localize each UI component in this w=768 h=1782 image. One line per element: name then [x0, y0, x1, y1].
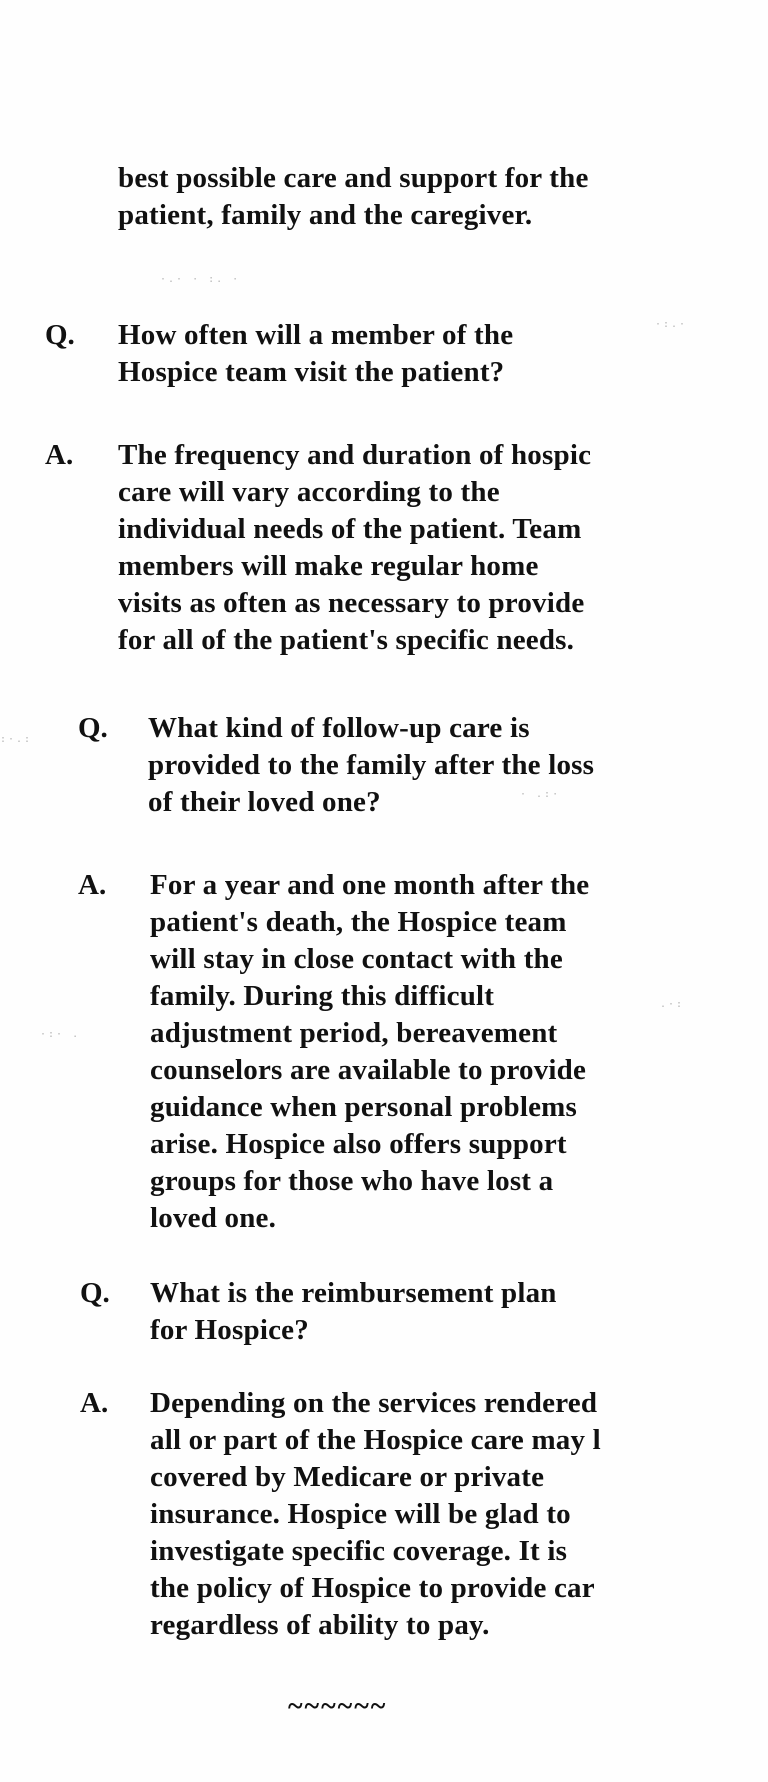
question-marker: Q. [80, 1277, 110, 1309]
answer-line: For a year and one month after the [150, 869, 590, 901]
answer-text [150, 867, 589, 1237]
answer-line: adjustment period, bereavement [150, 1017, 558, 1049]
question-line: of their loved one? [148, 786, 381, 818]
question-text [150, 1275, 557, 1349]
scan-speck: .·: [660, 999, 685, 1010]
answer-line: all or part of the Hospice care may l [150, 1424, 601, 1456]
answer-marker: A. [78, 869, 107, 901]
answer-line: insurance. Hospice will be glad to [150, 1498, 571, 1530]
answer-line: arise. Hospice also offers support [150, 1128, 567, 1160]
question-line: Hospice team visit the patient? [118, 356, 505, 388]
question-marker: Q. [78, 712, 108, 744]
question-line: How often will a member of the [118, 319, 514, 351]
answer-marker: A. [45, 439, 74, 471]
intro-paragraph [118, 160, 589, 234]
scan-speck: ·:· . [40, 1029, 81, 1040]
answer-line: individual needs of the patient. Team [118, 513, 582, 545]
answer-line: guidance when personal problems [150, 1091, 578, 1123]
answer-line: patient's death, the Hospice team [150, 906, 567, 938]
answer-line: members will make regular home [118, 550, 539, 582]
answer-line: regardless of ability to pay. [150, 1609, 490, 1641]
answer-line: will stay in close contact with the [150, 943, 563, 975]
answer-line: covered by Medicare or private [150, 1461, 545, 1493]
intro-line: best possible care and support for the [118, 162, 589, 194]
scan-speck: · .:· [520, 789, 561, 800]
question-line: What is the reimbursement plan [150, 1277, 557, 1309]
answer-line: investigate specific coverage. It is [150, 1535, 568, 1567]
answer-line: groups for those who have lost a [150, 1165, 554, 1197]
answer-text [118, 437, 591, 659]
scan-speck: :·.: [0, 734, 33, 745]
answer-line: family. During this difficult [150, 980, 495, 1012]
answer-line: the policy of Hospice to provide car [150, 1572, 595, 1604]
answer-marker: A. [80, 1387, 109, 1419]
intro-line: patient, family and the caregiver. [118, 199, 533, 231]
answer-line: loved one. [150, 1202, 277, 1234]
answer-line: The frequency and duration of hospic [118, 439, 592, 471]
question-line: for Hospice? [150, 1314, 309, 1346]
answer-line: visits as often as necessary to provide [118, 587, 585, 619]
answer-line: counselors are available to provide [150, 1054, 587, 1086]
scan-speck: ·.· · :. · [160, 274, 241, 285]
answer-line: Depending on the services rendered [150, 1387, 598, 1419]
question-line: What kind of follow-up care is [148, 712, 530, 744]
question-text [118, 317, 513, 391]
question-text [148, 710, 594, 821]
closing-divider: ~~~~~~ [288, 1691, 388, 1722]
answer-text [150, 1385, 601, 1644]
question-line: provided to the family after the loss [148, 749, 595, 781]
answer-line: for all of the patient's specific needs. [118, 624, 575, 656]
question-marker: Q. [45, 319, 75, 351]
scan-speck: ·:.· [655, 319, 688, 330]
answer-line: care will vary according to the [118, 476, 500, 508]
